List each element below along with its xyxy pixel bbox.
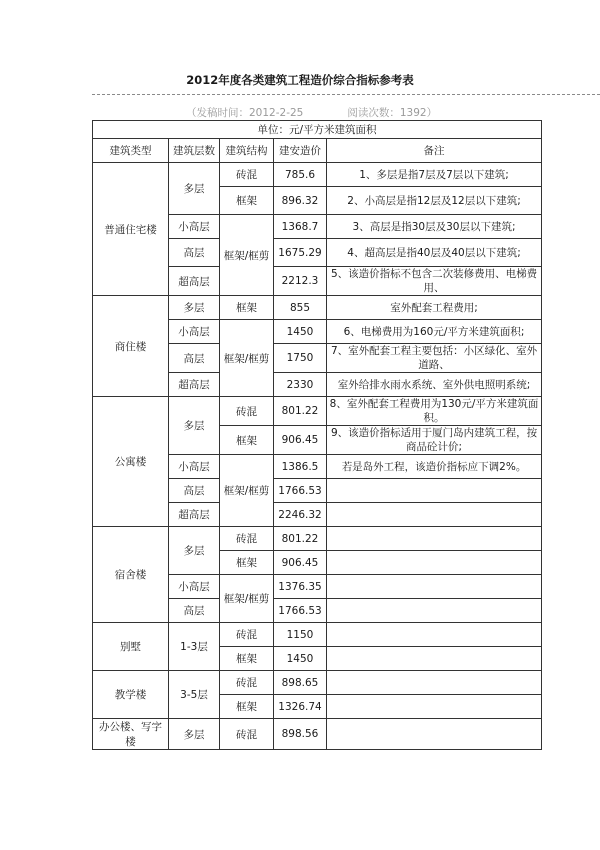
building-type-cell: 教学楼	[93, 671, 169, 719]
note-cell	[327, 599, 542, 623]
building-type-cell: 商住楼	[93, 296, 169, 397]
note-cell	[327, 575, 542, 599]
note-cell	[327, 479, 542, 503]
price-cell: 906.45	[274, 426, 327, 455]
floors-cell: 多层	[169, 719, 220, 750]
price-cell: 898.56	[274, 719, 327, 750]
note-cell: 7、室外配套工程主要包括：小区绿化、室外道路、	[327, 344, 542, 373]
table-row	[93, 719, 542, 750]
building-type-cell: 普通住宅楼	[93, 163, 169, 296]
floors-cell: 多层	[169, 527, 220, 575]
document-title: 2012年度各类建筑工程造价综合指标参考表	[186, 73, 414, 87]
price-cell: 1766.53	[274, 479, 327, 503]
structure-cell: 砖混	[220, 163, 274, 187]
floors-cell: 超高层	[169, 503, 220, 527]
building-type-cell: 公寓楼	[93, 397, 169, 527]
floors-cell: 小高层	[169, 575, 220, 599]
floors-cell: 高层	[169, 479, 220, 503]
floors-cell: 小高层	[169, 455, 220, 479]
note-cell: 5、该造价指标不包含二次装修费用、电梯费用、	[327, 267, 542, 296]
floors-cell: 多层	[169, 163, 220, 215]
unit-note: 单位：元/平方米建筑面积	[93, 121, 542, 139]
price-cell: 896.32	[274, 187, 327, 215]
header-cell: 建筑类型	[93, 139, 169, 163]
floors-cell: 1-3层	[169, 623, 220, 671]
structure-cell: 砖混	[220, 671, 274, 695]
table-row	[93, 296, 542, 320]
price-cell: 801.22	[274, 397, 327, 426]
floors-cell: 小高层	[169, 215, 220, 239]
header-cell: 备注	[327, 139, 542, 163]
price-cell: 2246.32	[274, 503, 327, 527]
post-meta	[186, 105, 437, 120]
structure-cell: 砖混	[220, 719, 274, 750]
note-cell: 8、室外配套工程费用为130元/平方米建筑面积。	[327, 397, 542, 426]
table-row	[93, 527, 542, 551]
note-cell: 6、电梯费用为160元/平方米建筑面积;	[327, 320, 542, 344]
header-cell: 建安造价	[274, 139, 327, 163]
note-cell: 若是岛外工程，该造价指标应下调2%。	[327, 455, 542, 479]
floors-cell: 超高层	[169, 373, 220, 397]
structure-cell: 框架	[220, 551, 274, 575]
note-cell: 4、超高层是指40层及40层以下建筑;	[327, 239, 542, 267]
table-row	[93, 397, 542, 426]
structure-cell: 框架/框剪	[220, 320, 274, 397]
header-cell: 建筑结构	[220, 139, 274, 163]
price-cell: 1450	[274, 320, 327, 344]
table-row	[93, 671, 542, 695]
post-time: （发稿时间：2012-2-25	[186, 107, 304, 119]
floors-cell: 高层	[169, 344, 220, 373]
price-cell: 898.65	[274, 671, 327, 695]
price-cell: 1766.53	[274, 599, 327, 623]
note-cell	[327, 623, 542, 647]
note-cell	[327, 719, 542, 750]
dashed-divider	[92, 94, 600, 95]
price-cell: 785.6	[274, 163, 327, 187]
building-type-cell: 宿舍楼	[93, 527, 169, 623]
price-cell: 1675.29	[274, 239, 327, 267]
note-cell	[327, 503, 542, 527]
price-cell: 1150	[274, 623, 327, 647]
floors-cell: 3-5层	[169, 671, 220, 719]
note-cell: 1、多层是指7层及7层以下建筑;	[327, 163, 542, 187]
structure-cell: 框架	[220, 187, 274, 215]
price-cell: 855	[274, 296, 327, 320]
floors-cell: 小高层	[169, 320, 220, 344]
note-cell	[327, 647, 542, 671]
note-cell: 室外给排水雨水系统、室外供电照明系统;	[327, 373, 542, 397]
price-cell: 1750	[274, 344, 327, 373]
note-cell	[327, 527, 542, 551]
price-cell: 1326.74	[274, 695, 327, 719]
note-cell	[327, 551, 542, 575]
price-cell: 2212.3	[274, 267, 327, 296]
structure-cell: 框架/框剪	[220, 215, 274, 296]
floors-cell: 多层	[169, 296, 220, 320]
floors-cell: 高层	[169, 599, 220, 623]
price-cell: 1386.5	[274, 455, 327, 479]
note-cell: 3、高层是指30层及30层以下建筑;	[327, 215, 542, 239]
price-cell: 906.45	[274, 551, 327, 575]
structure-cell: 框架/框剪	[220, 575, 274, 623]
floors-cell: 高层	[169, 239, 220, 267]
structure-cell: 框架/框剪	[220, 455, 274, 527]
structure-cell: 砖混	[220, 397, 274, 426]
price-cell: 801.22	[274, 527, 327, 551]
price-cell: 1376.35	[274, 575, 327, 599]
cost-index-table	[92, 120, 542, 750]
note-cell: 室外配套工程费用;	[327, 296, 542, 320]
building-type-cell: 办公楼、写字楼	[93, 719, 169, 750]
structure-cell: 框架	[220, 296, 274, 320]
header-cell: 建筑层数	[169, 139, 220, 163]
building-type-cell: 别墅	[93, 623, 169, 671]
price-cell: 2330	[274, 373, 327, 397]
structure-cell: 砖混	[220, 623, 274, 647]
note-cell	[327, 671, 542, 695]
structure-cell: 框架	[220, 695, 274, 719]
structure-cell: 框架	[220, 426, 274, 455]
price-cell: 1450	[274, 647, 327, 671]
price-cell: 1368.7	[274, 215, 327, 239]
header-row	[93, 139, 542, 163]
floors-cell: 多层	[169, 397, 220, 455]
floors-cell: 超高层	[169, 267, 220, 296]
note-cell	[327, 695, 542, 719]
table-row	[93, 623, 542, 647]
table-row	[93, 163, 542, 187]
note-cell: 2、小高层是指12层及12层以下建筑;	[327, 187, 542, 215]
structure-cell: 砖混	[220, 527, 274, 551]
read-count: 阅读次数：1392）	[347, 107, 438, 119]
note-cell: 9、该造价指标适用于厦门岛内建筑工程，按商品砼计价;	[327, 426, 542, 455]
structure-cell: 框架	[220, 647, 274, 671]
